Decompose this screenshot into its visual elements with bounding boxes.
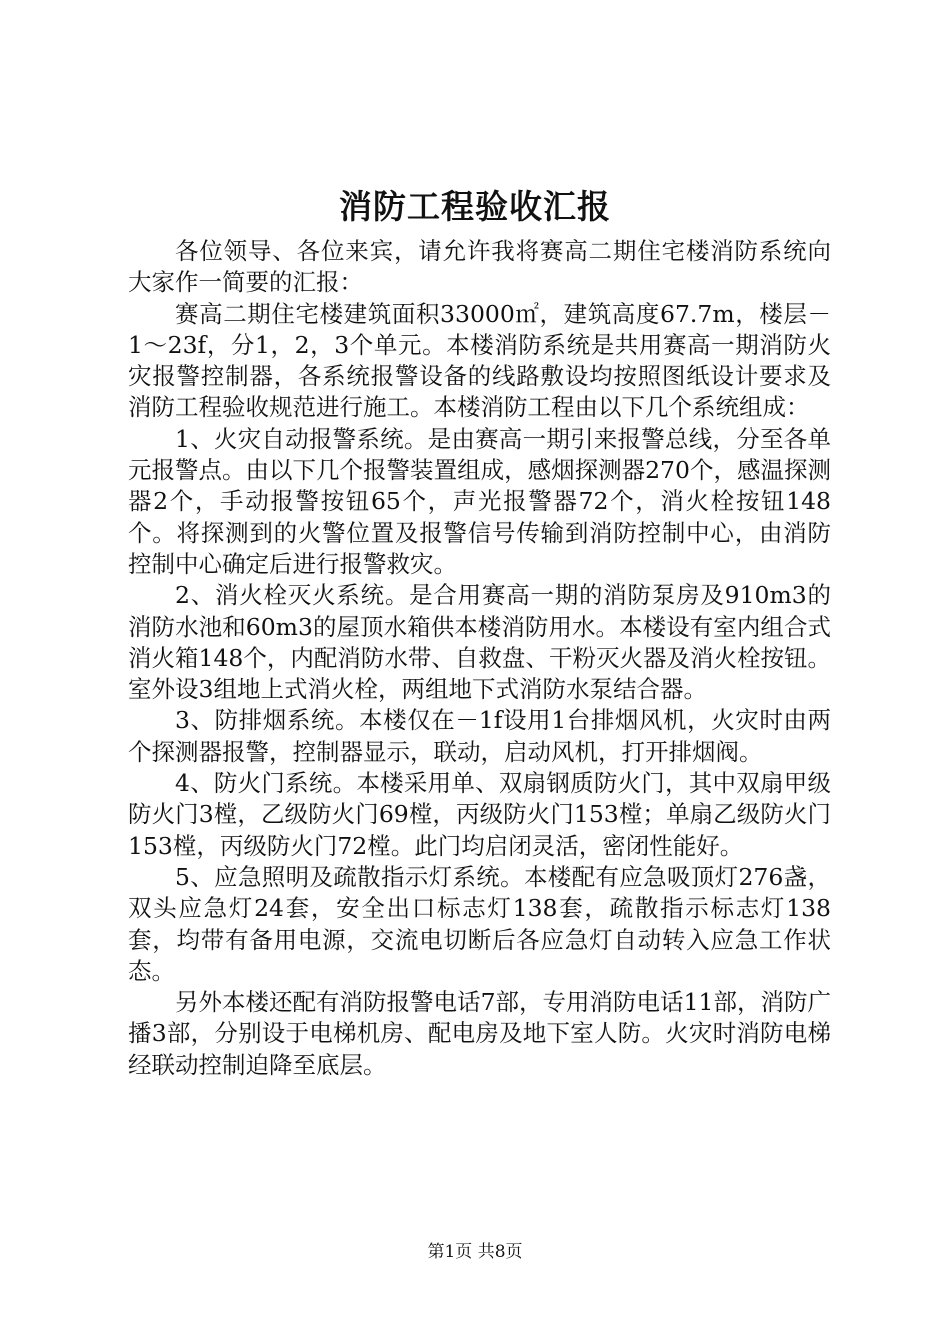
- paragraph-overview: 赛高二期住宅楼建筑面积33000㎡，建筑高度67.7m，楼层－1～23f，分1，2，3个单元。本楼消防系统是共用赛高一期消防火灾报警控制器，各系统报警设备的线路敷设均按照图纸设计要求及消防工程验收规范进行施工。本楼消防工程由以下几个系统组成：: [128, 299, 831, 422]
- paragraph-smoke-exhaust-system: 3、防排烟系统。本楼仅在－1f设用1台排烟风机，火灾时由两个探测器报警，控制器显示，联动，启动风机，打开排烟阀。: [128, 706, 831, 766]
- paragraph-fire-door-system: 4、防火门系统。本楼采用单、双扇钢质防火门，其中双扇甲级防火门3樘，乙级防火门69樘，丙级防火门153樘；单扇乙级防火门153樘，丙级防火门72樘。此门均启闭灵活，密闭性能好。: [128, 769, 831, 860]
- paragraph-hydrant-system: 2、消火栓灭火系统。是合用赛高一期的消防泵房及910m3的消防水池和60m3的屋顶水箱供本楼消防用水。本楼设有室内组合式消火箱148个，内配消防水带、自救盘、干粉灭火器及消火栓按钮。室外设3组地上式消火栓，两组地下式消防水泵结合器。: [128, 581, 831, 704]
- paragraph-emergency-lighting-system: 5、应急照明及疏散指示灯系统。本楼配有应急吸顶灯276盏，双头应急灯24套，安全出口标志灯138套，疏散指示标志灯138套，均带有备用电源，交流电切断后各应急灯自动转入应急工作状态。: [128, 862, 831, 985]
- document-body: [128, 236, 831, 1081]
- page-number: 第1页 共8页: [427, 1242, 523, 1262]
- paragraph-fire-alarm-system: 1、火灾自动报警系统。是由赛高一期引来报警总线，分至各单元报警点。由以下几个报警装置组成，感烟探测器270个，感温探测器2个，手动报警按钮65个，声光报警器72个，消火栓按钮148个。将探测到的火警位置及报警信号传输到消防控制中心，由消防控制中心确定后进行报警救灾。: [128, 424, 831, 578]
- document-title: 消防工程验收汇报: [339, 187, 611, 226]
- paragraph-additional-equipment: 另外本楼还配有消防报警电话7部，专用消防电话11部，消防广播3部，分别设于电梯机房、配电房及地下室人防。火灾时消防电梯经联动控制迫降至底层。: [128, 988, 831, 1079]
- paragraph-intro: 各位领导、各位来宾，请允许我将赛高二期住宅楼消防系统向大家作一简要的汇报：: [128, 237, 831, 297]
